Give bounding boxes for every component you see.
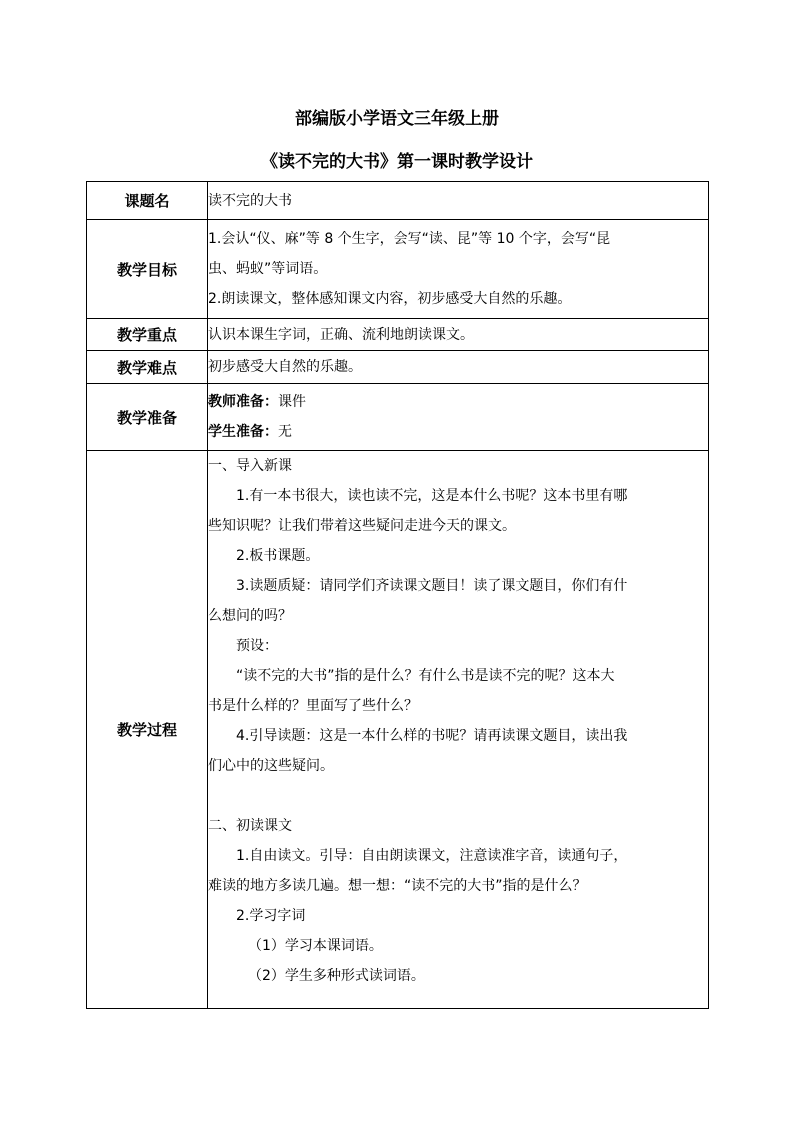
prep-student-value: 无 (278, 424, 292, 440)
document-title: 部编版小学语文三年级上册 (295, 109, 499, 129)
row-value-prep (208, 384, 709, 451)
process-line: 2.学习字词 (236, 908, 306, 924)
prep-teacher (208, 387, 708, 417)
row-value-goals (208, 220, 709, 319)
row-label-process: 教学过程 (87, 451, 208, 1009)
process-line: 4.引导读题：这是一本什么样的书呢？请再读课文题目，读出我 (236, 728, 628, 744)
table-row-goals (87, 220, 709, 319)
row-label-prep: 教学准备 (87, 384, 208, 451)
document-subtitle: 《读不完的大书》第一课时教学设计 (261, 152, 533, 172)
row-label-difficulty: 教学难点 (87, 351, 208, 384)
prep-teacher-label: 教师准备： (208, 394, 278, 410)
process-line: 书是什么样的？里面写了些什么？ (208, 698, 418, 714)
goal-line: 2.朗读课文，整体感知课文内容，初步感受大自然的乐趣。 (208, 291, 572, 307)
row-label-goals: 教学目标 (87, 220, 208, 319)
table-row-process (87, 451, 709, 1009)
blank-line (208, 781, 708, 811)
process-line: 二、初读课文 (208, 818, 292, 834)
process-line: （2）学生多种形式读词语。 (248, 968, 425, 984)
process-line: 难读的地方多读几遍。想一想：“读不完的大书”指的是什么？ (208, 878, 587, 894)
row-label-key: 教学重点 (87, 319, 208, 351)
process-line: 么想问的吗？ (208, 608, 292, 624)
process-line: 一、导入新课 (208, 458, 292, 474)
row-value-process (208, 451, 709, 1009)
process-line: 3.读题质疑：请同学们齐读课文题目！读了课文题目，你们有什 (236, 578, 628, 594)
lesson-plan-table (86, 181, 709, 1009)
process-line: “读不完的大书”指的是什么？有什么书是读不完的呢？这本大 (236, 668, 615, 684)
process-line: 预设： (236, 638, 278, 654)
row-value-topic: 读不完的大书 (208, 182, 709, 220)
prep-student (208, 417, 708, 447)
table-row-prep (87, 384, 709, 451)
table-row-key (87, 319, 709, 351)
process-line: 1.有一本书很大，读也读不完，这是本什么书呢？这本书里有哪 (236, 488, 628, 504)
row-value-difficulty: 初步感受大自然的乐趣。 (208, 351, 709, 384)
prep-student-label: 学生准备： (208, 424, 278, 440)
table-row-difficulty (87, 351, 709, 384)
table-row-topic (87, 182, 709, 220)
row-label-topic: 课题名 (87, 182, 208, 220)
process-line: 些知识呢？让我们带着这些疑问走进今天的课文。 (208, 518, 516, 534)
prep-teacher-value: 课件 (278, 394, 306, 410)
row-value-key: 认识本课生字词，正确、流利地朗读课文。 (208, 319, 709, 351)
process-line: 们心中的这些疑问。 (208, 758, 334, 774)
process-line: 2.板书课题。 (236, 548, 320, 564)
process-line: （1）学习本课词语。 (248, 938, 383, 954)
process-line: 1.自由读文。引导：自由朗读课文，注意读准字音，读通句子， (236, 848, 628, 864)
goal-line: 1.会认“仪、麻”等 8 个生字，会写“读、昆”等 10 个字，会写“昆 (208, 231, 611, 247)
goal-line: 虫、蚂蚁”等词语。 (208, 261, 328, 277)
